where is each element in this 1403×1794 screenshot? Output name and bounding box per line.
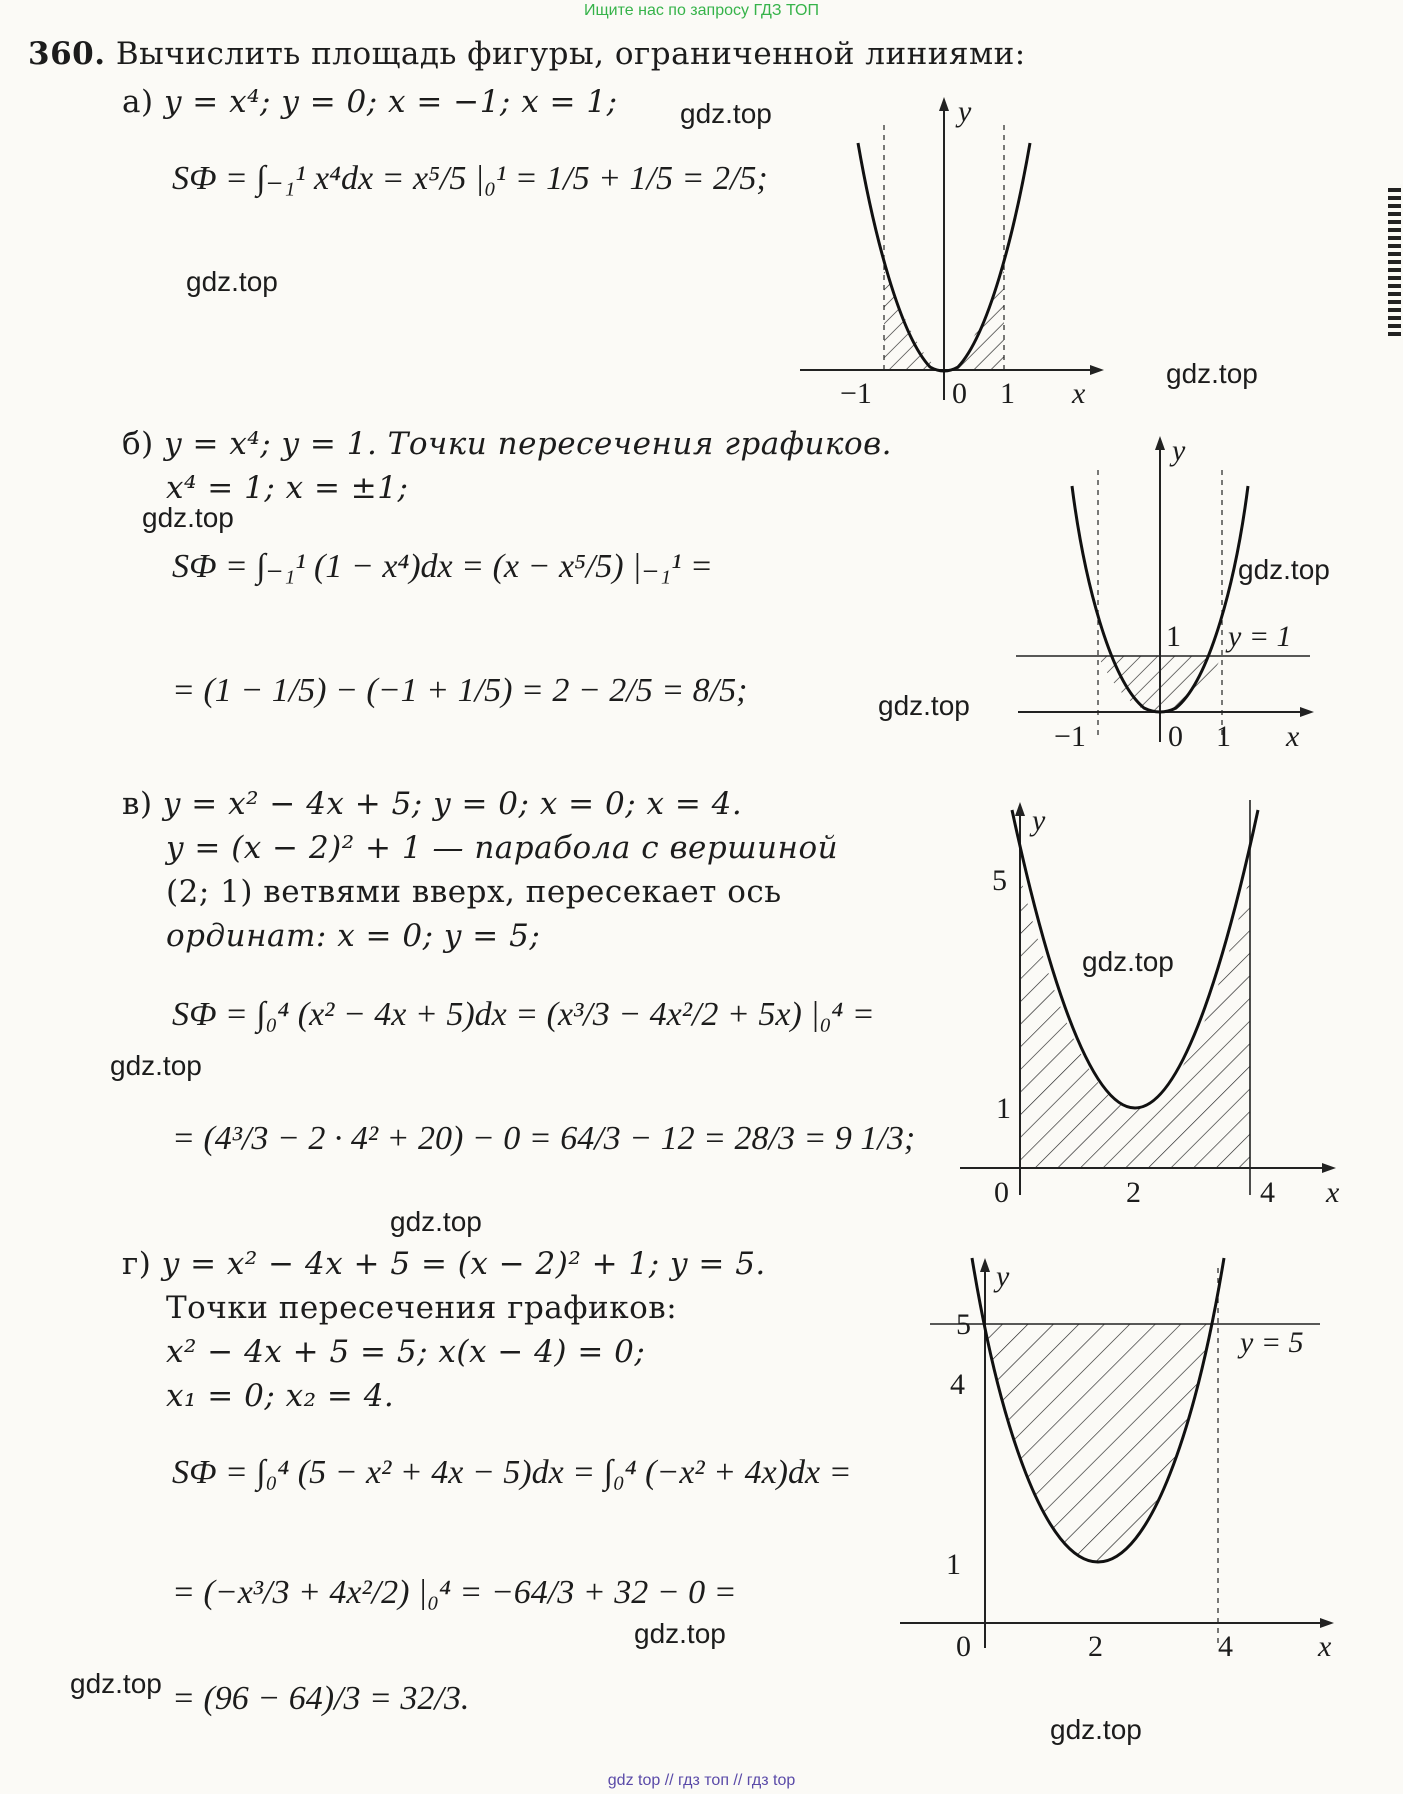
watermark: gdz.top	[70, 1668, 162, 1699]
part-v-condition	[122, 786, 742, 822]
graph-a-y-label: y	[958, 95, 972, 128]
problem-heading	[28, 36, 1026, 72]
part-g-condition	[122, 1246, 766, 1282]
watermark: gdz.top	[1238, 554, 1330, 585]
graph-b-tick-zero: 0	[1168, 720, 1183, 753]
part-g-formula2: = (−x³/3 + 4x²/2) |₀⁴ = −64/3 + 32 − 0 =	[172, 1574, 737, 1611]
problem-number: 360.	[28, 36, 106, 72]
graph-v-y-label: y	[1032, 804, 1046, 837]
graph-v-shaded-region	[1020, 875, 1250, 1168]
graph-b-line-label: y = 1	[1228, 620, 1292, 653]
bottom-banner-link[interactable]: gdz top // гдз топ // гдз top	[607, 1772, 796, 1789]
part-v-formula2: = (4³/3 − 2 · 4² + 20) − 0 = 64/3 − 12 = 28/3 = 9 1/3;	[172, 1120, 916, 1157]
part-g-formula1: SФ = ∫₀⁴ (5 − x² + 4x − 5)dx = ∫₀⁴ (−x² + 4x)dx =	[172, 1454, 852, 1491]
part-b-formula1: SФ = ∫₋₁¹ (1 − x⁴)dx = (x − x⁵/5) |₋₁¹ =	[172, 548, 713, 585]
graph-v-tick-one: 1	[996, 1092, 1011, 1125]
problem-title: Вычислить площадь фигуры, ограниченной линиями:	[115, 36, 1026, 72]
part-a-condition	[122, 84, 618, 120]
watermark: gdz.top	[634, 1618, 726, 1649]
graph-g-shaded-region	[985, 1324, 1212, 1562]
graph-g-tick-zero: 0	[956, 1630, 971, 1663]
watermark: gdz.top	[186, 266, 278, 297]
part-g-line4: x₁ = 0; x₂ = 4.	[166, 1378, 395, 1414]
top-banner-link[interactable]: Ищите нас по запросу ГДЗ ТОП	[584, 2, 819, 19]
part-b-label: б)	[122, 426, 154, 462]
graph-v-tick-four: 4	[1260, 1176, 1275, 1209]
graph-g-tick-four: 4	[1218, 1630, 1233, 1663]
graph-a-tick-minus-one: −1	[840, 377, 872, 410]
graph-b-tick-one: 1	[1216, 720, 1231, 753]
graph-g-tick-two: 2	[1088, 1630, 1103, 1663]
part-a-condition-text: y = x⁴; y = 0; x = −1; x = 1;	[163, 84, 618, 120]
part-g-line2: Точки пересечения графиков:	[166, 1290, 678, 1326]
page-edge-mark	[1388, 188, 1401, 338]
graph-b-tick-minus-one: −1	[1054, 720, 1086, 753]
part-b-condition-text: y = x⁴; y = 1. Точки пересечения графиков.	[164, 426, 893, 462]
graph-a-x-label: x	[1072, 377, 1086, 410]
part-a-formula: SФ = ∫₋₁¹ x⁴dx = x⁵/5 |₀¹ = 1/5 + 1/5 = 2/5;	[172, 160, 768, 197]
watermark: gdz.top	[1050, 1714, 1142, 1745]
graph-g-tick-four-y: 4	[950, 1368, 965, 1401]
graph-b-y-label: y	[1172, 434, 1186, 467]
graph-a-tick-one: 1	[1000, 377, 1015, 410]
watermark: gdz.top	[390, 1206, 482, 1237]
part-v-condition-text: y = x² − 4x + 5; y = 0; x = 0; x = 4.	[162, 786, 743, 822]
graph-g-line-label: y = 5	[1240, 1326, 1304, 1359]
graph-g-tick-one: 1	[946, 1548, 961, 1581]
part-v-line4: ординат: x = 0; y = 5;	[166, 918, 541, 954]
part-b-condition	[122, 426, 892, 462]
watermark: gdz.top	[1082, 946, 1174, 977]
graph-g-y-label: y	[996, 1260, 1010, 1293]
part-v-line3: (2; 1) ветвями вверх, пересекает ось	[166, 874, 782, 910]
graph-v	[960, 790, 1350, 1220]
graph-v-tick-five: 5	[992, 864, 1007, 897]
graph-g-tick-five: 5	[956, 1308, 971, 1341]
part-g-formula3: = (96 − 64)/3 = 32/3.	[172, 1680, 470, 1717]
graph-a	[790, 95, 1110, 415]
part-v-formula1: SФ = ∫₀⁴ (x² − 4x + 5)dx = (x³/3 − 4x²/2 + 5x) |₀⁴ =	[172, 996, 875, 1033]
graph-b	[1010, 430, 1340, 760]
watermark: gdz.top	[110, 1050, 202, 1081]
part-b-line2: x⁴ = 1; x = ±1;	[166, 470, 409, 506]
graph-v-tick-zero: 0	[994, 1176, 1009, 1209]
part-v-line2: y = (x − 2)² + 1 — парабола с вершиной	[166, 830, 839, 866]
part-g-condition-text: y = x² − 4x + 5 = (x − 2)² + 1; y = 5.	[161, 1246, 766, 1282]
graph-b-x-label: x	[1286, 720, 1300, 753]
graph-b-level-one: 1	[1166, 620, 1181, 653]
part-v-label: в)	[122, 786, 153, 822]
watermark: gdz.top	[142, 502, 234, 533]
watermark: gdz.top	[1166, 358, 1258, 389]
watermark: gdz.top	[680, 98, 772, 129]
graph-v-x-label: x	[1326, 1176, 1340, 1209]
graph-g	[900, 1248, 1340, 1668]
part-g-label: г)	[122, 1246, 152, 1282]
graph-g-x-label: x	[1318, 1630, 1332, 1663]
part-a-label: а)	[122, 84, 154, 120]
part-b-formula2: = (1 − 1/5) − (−1 + 1/5) = 2 − 2/5 = 8/5;	[172, 672, 748, 709]
graph-v-tick-two: 2	[1126, 1176, 1141, 1209]
watermark: gdz.top	[878, 690, 970, 721]
part-g-line3: x² − 4x + 5 = 5; x(x − 4) = 0;	[166, 1334, 646, 1370]
graph-a-tick-zero: 0	[952, 377, 967, 410]
